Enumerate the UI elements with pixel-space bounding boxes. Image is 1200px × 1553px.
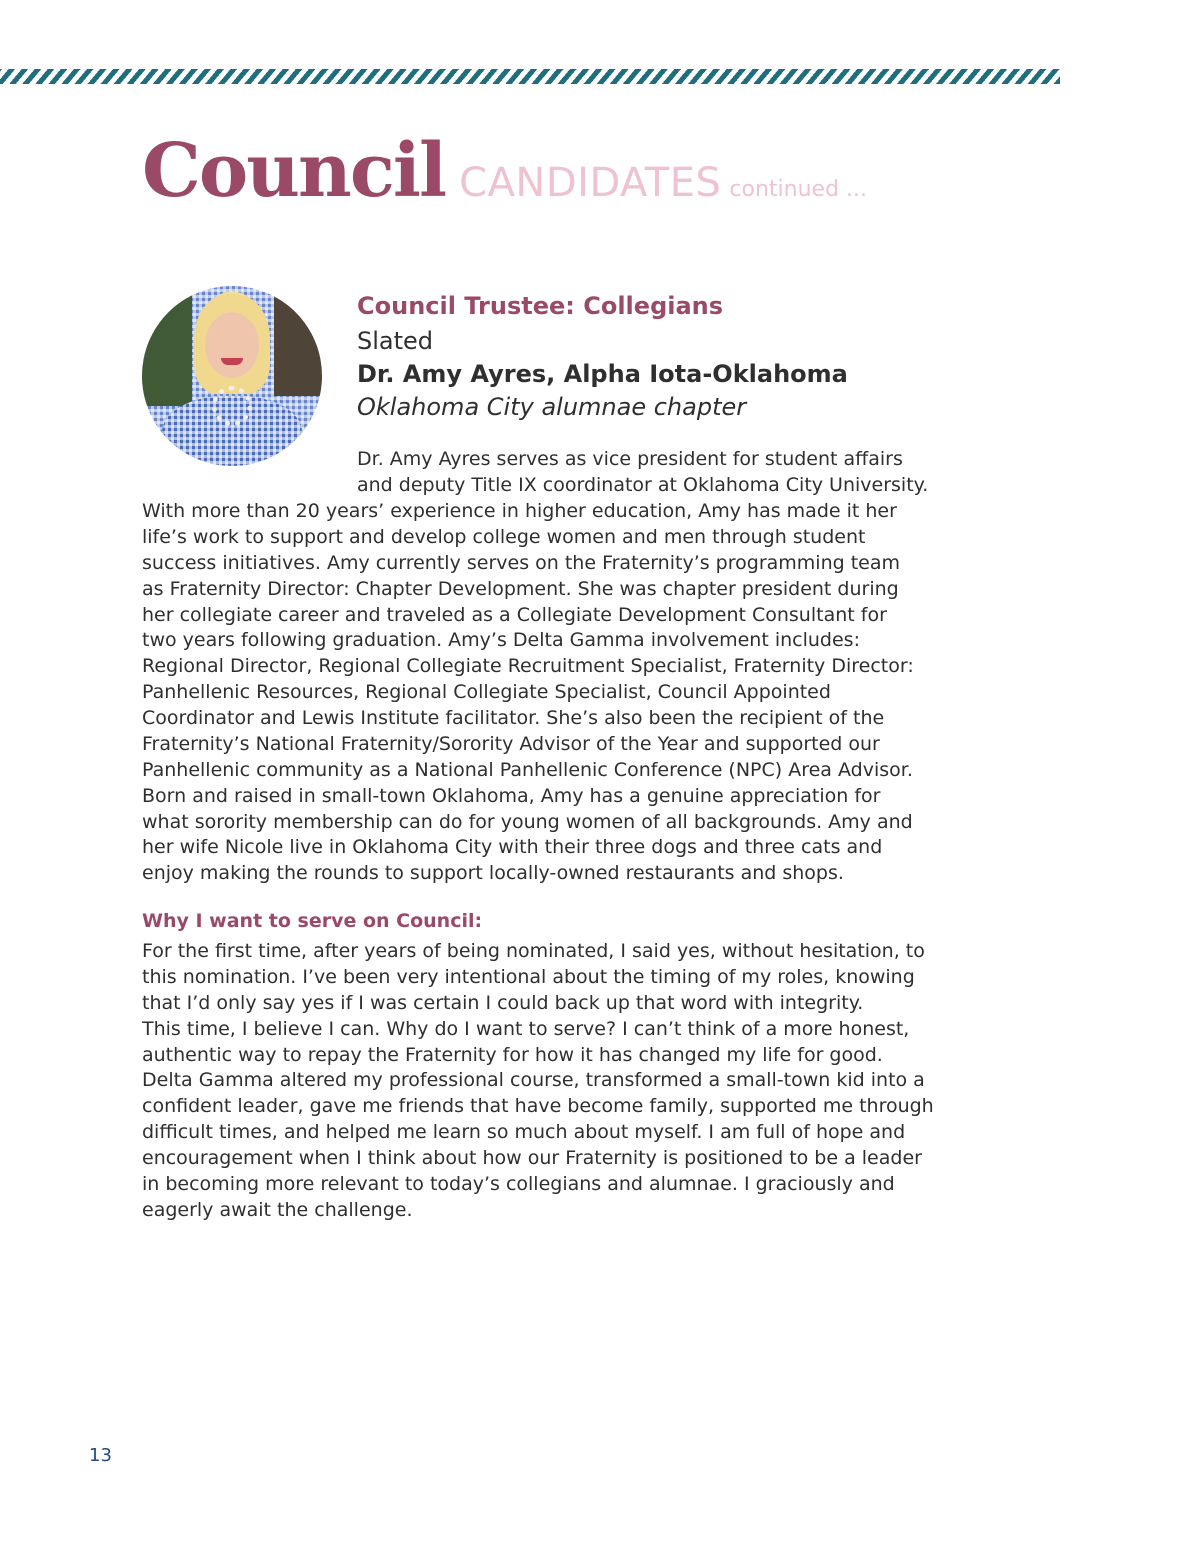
heading-continued: continued ... [729,177,868,202]
why-line: This time, I believe I can. Why do I want to serve? I can’t think of a more honest, [142,1018,910,1040]
bio-line: and deputy Title IX coordinator at Oklahoma City University. [357,474,929,496]
why-line: difficult times, and helped me learn so much about myself. I am full of hope and [142,1121,906,1143]
why-line: For the first time, after years of being nominated, I said yes, without hesitation, to [142,940,925,962]
decorative-stripe-border [0,69,1060,84]
heading-title: Council [142,128,446,214]
why-line: this nomination. I’ve been very intentional about the timing of my roles, knowing [142,966,915,988]
why-line: in becoming more relevant to today’s collegians and alumnae. I graciously and [142,1173,895,1195]
bio-line: Born and raised in small-town Oklahoma, Amy has a genuine appreciation for [142,785,881,807]
bio-line: what sorority membership can do for young women of all backgrounds. Amy and [142,811,913,833]
heading-subtitle: CANDIDATES [459,160,722,206]
bio-line: her collegiate career and traveled as a Collegiate Development Consultant for [142,604,887,626]
why-line: confident leader, gave me friends that have become family, supported me through [142,1095,934,1117]
bio-line: enjoy making the rounds to support locally-owned restaurants and shops. [142,862,844,884]
candidate-status: Slated [357,327,434,355]
why-serve-heading: Why I want to serve on Council: [142,910,483,932]
candidate-position: Council Trustee: Collegians [357,292,724,320]
why-line: Delta Gamma altered my professional course, transformed a small-town kid into a [142,1069,925,1091]
why-line: encouragement when I think about how our Fraternity is positioned to be a leader [142,1147,922,1169]
bio-line: Regional Director, Regional Collegiate Recruitment Specialist, Fraternity Director: [142,655,914,677]
bio-line: Dr. Amy Ayres serves as vice president for student affairs [357,448,903,470]
why-line: authentic way to repay the Fraternity for how it has changed my life for good. [142,1044,883,1066]
candidate-name: Dr. Amy Ayres, Alpha Iota-Oklahoma [357,360,848,388]
bio-line: as Fraternity Director: Chapter Development. She was chapter president during [142,578,899,600]
bio-line: Fraternity’s National Fraternity/Sorority Advisor of the Year and supported our [142,733,880,755]
bio-line: Panhellenic community as a National Panhellenic Conference (NPC) Area Advisor. [142,759,913,781]
why-line: eagerly await the challenge. [142,1199,413,1221]
bio-line: Panhellenic Resources, Regional Collegiate Specialist, Council Appointed [142,681,831,703]
page-number: 13 [89,1445,112,1466]
bio-line: her wife Nicole live in Oklahoma City with their three dogs and three cats and [142,836,883,858]
page-heading [142,128,867,214]
bio-line: With more than 20 years’ experience in higher education, Amy has made it her [142,500,897,522]
candidate-photo [142,286,322,466]
candidate-chapter: Oklahoma City alumnae chapter [357,393,747,421]
bio-line: Coordinator and Lewis Institute facilitator. She’s also been the recipient of the [142,707,885,729]
bio-line: two years following graduation. Amy’s Delta Gamma involvement includes: [142,629,860,651]
bio-line: success initiatives. Amy currently serves on the Fraternity’s programming team [142,552,900,574]
why-line: that I’d only say yes if I was certain I could back up that word with integrity. [142,992,864,1014]
bio-line: life’s work to support and develop college women and men through student [142,526,866,548]
